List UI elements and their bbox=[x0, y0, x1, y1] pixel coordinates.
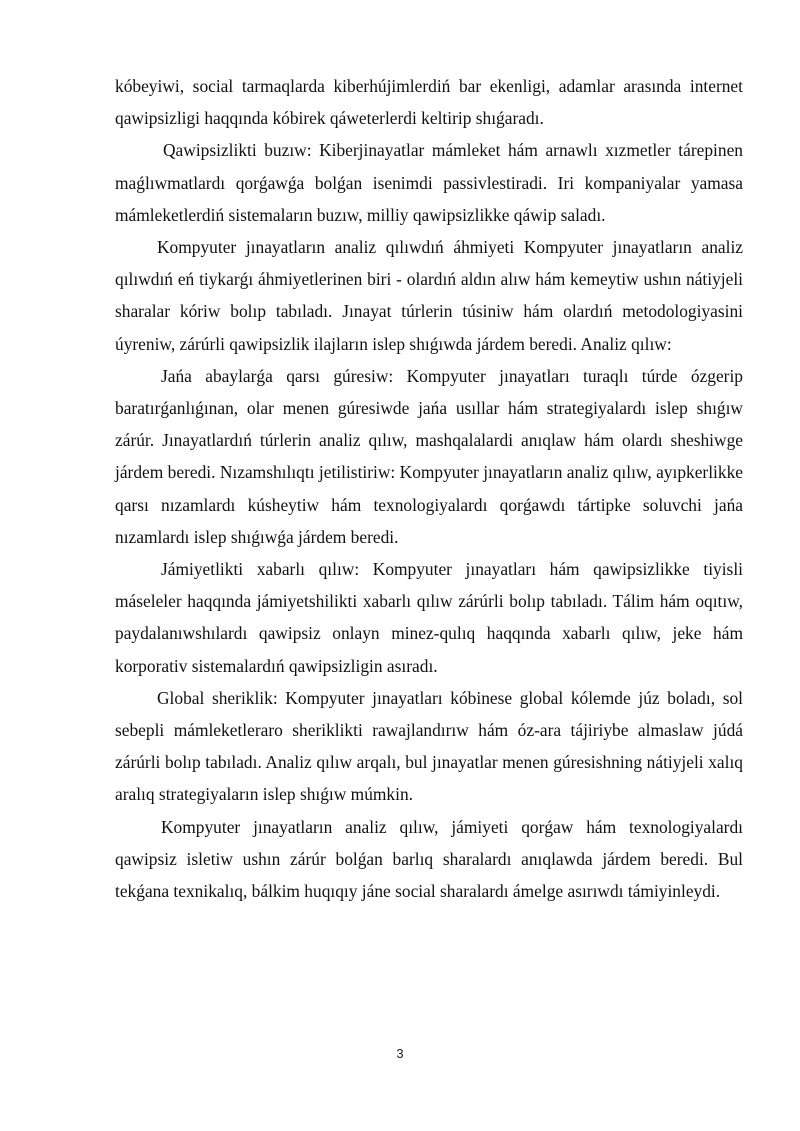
paragraph-security-breach: Qawipsizlikti buzıw: Kiberjinayatlar mámleket hám arnawlı xızmetler tárepinen maǵlıwmatlardı qorǵawǵa bolǵan isenimdi passivlestiradi. Iri kompaniyalar yamasa mámleketlerdiń sistemaların buzıw, milliy qawipsizlikke qáwip saladı. bbox=[115, 140, 743, 225]
paragraph-conclusion: Kompyuter jınayatların analiz qılıw, jámiyeti qorǵaw hám texnologiyalardı qawipsiz isletiw ushın zárúr bolǵan barlıq sharalardı anıqlawda járdem beredi. Bul tekǵana texnikalıq, bálkim huqıqıy jáne social sharalardı ámelge asırıwdı támiyinleydi. bbox=[115, 816, 743, 902]
paragraph-continuation: kóbeyiwi, social tarmaqlarda kiberhújimlerdiń bar ekenligi, adamlar arasında internet qawipsizligi haqqında kóbirek qáweterlerdi keltirip shıǵaradı. bbox=[115, 76, 743, 129]
page-body bbox=[115, 70, 743, 907]
paragraph-global-partnership: Global sheriklik: Kompyuter jınayatları kóbinese global kólemde júz boladı, sol sebepli mámleketleraro sheriklikti rawajlandırıw hám óz-ara tájiriybe almaslaw júdá zárúrli bolıp tabıladı. Analiz qılıw arqalı, bul jınayatlar menen gúresishning nátiyjeli xalıq aralıq strategiyaların islep shıǵıw múmkin. bbox=[115, 687, 743, 805]
paragraph-analysis-importance: Kompyuter jınayatların analiz qılıwdıń áhmiyeti Kompyuter jınayatların analiz qılıwdıń eń tiykarǵı áhmiyetlerinen biri - olardıń aldın alıw hám kemeytiw ushın nátiyjeli sharalar kóriw bolıp tabıladı. Jınayat túrlerin túsiniw hám olardıń metodologiyasini úyreniw, zárúrli qawipsizlik ilajların islep shıǵıwda járdem beredi. Analiz qılıw: bbox=[115, 237, 743, 354]
paragraph-public-awareness: Jámiyetlikti xabarlı qılıw: Kompyuter jınayatları hám qawipsizlikke tiyisli máseleler haqqında jámiyetshilikti xabarlı qılıw zárúrli bolıp tabıladı. Tálim hám oqıtıw, paydalanıwshılardı qawipsiz onlayn minez-qulıq haqqında xabarlı qılıw, jeke hám korporativ sistemalardıń qawipsizligin asıradı. bbox=[115, 559, 743, 676]
page-number: 3 bbox=[396, 1046, 404, 1061]
paragraph-new-threats: Jańa abaylarǵa qarsı gúresiw: Kompyuter jınayatları turaqlı túrde ózgerip baratırǵanlıǵınan, olar menen gúresiwde jańa usıllar hám strategiyalardı islep shıǵıw zárúr. Jınayatlardıń túrlerin analiz qılıw, mashqalalardi anıqlaw hám olardı sheshiwge járdem beredi. Nızamshılıqtı jetilistiriw: Kompyuter jınayatların analiz qılıw, ayıpkerlikke qarsı nızamlardı kúsheytiw hám texnologiyalardı qorǵawdı tártipke soluvchi jańa nızamlardı islep shıǵıwǵa járdem beredi. bbox=[115, 365, 743, 547]
